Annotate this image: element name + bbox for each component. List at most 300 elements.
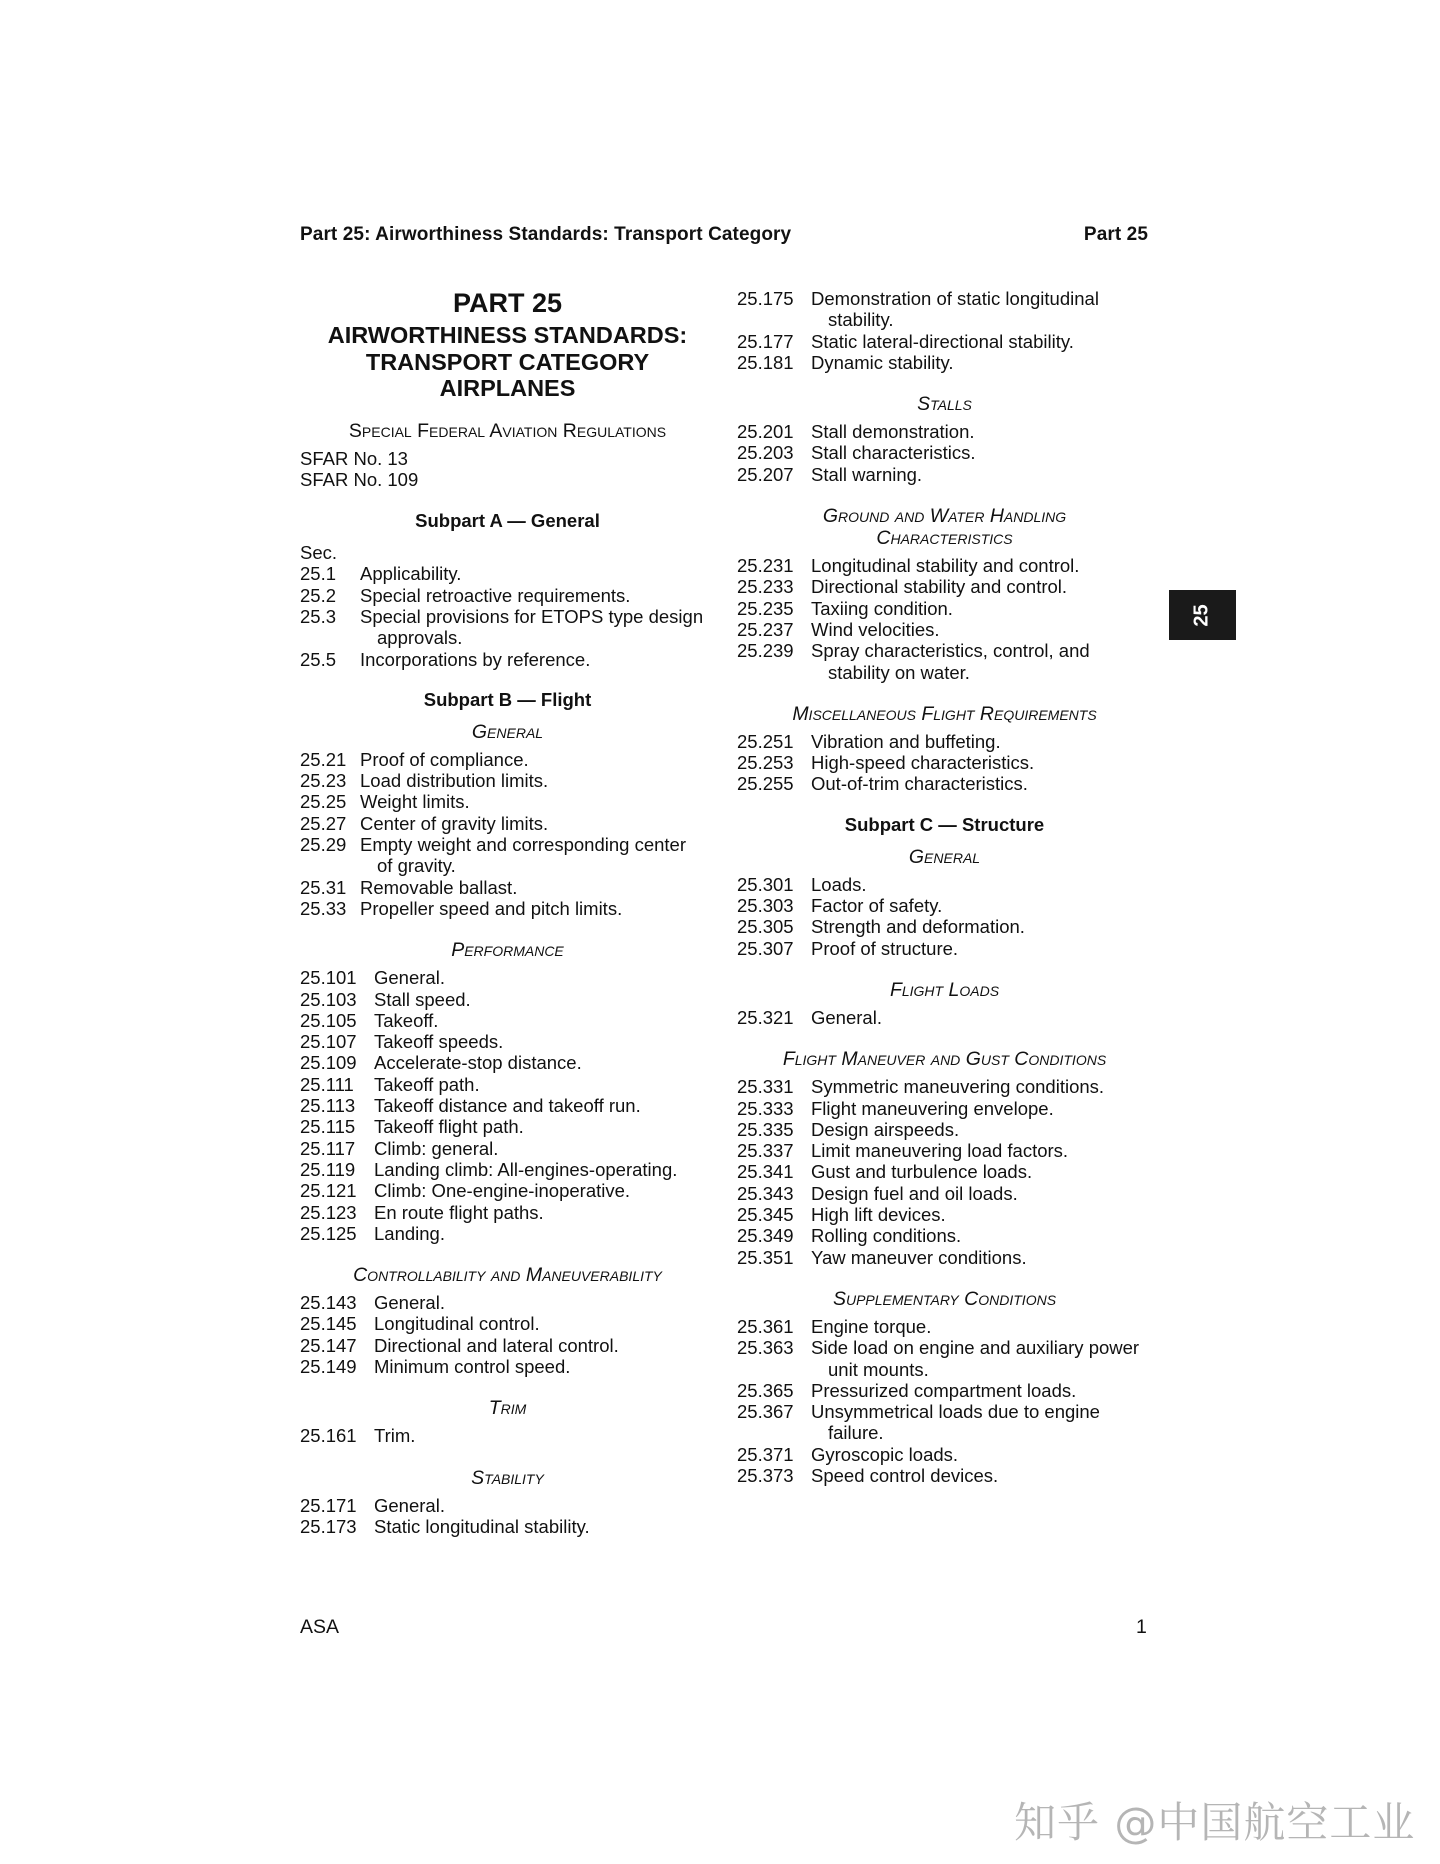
toc-entry <box>737 1380 1152 1401</box>
section-number: 25.231 <box>737 555 794 577</box>
section-number: 25.33 <box>300 897 347 919</box>
toc-entry <box>737 619 1152 640</box>
section-number: 25.175 <box>737 288 794 309</box>
section-title-text: General. <box>811 1006 882 1028</box>
section-title-text: Rolling conditions. <box>811 1225 962 1247</box>
section-number: 25.335 <box>737 1118 794 1140</box>
section-number: 25.305 <box>737 916 794 938</box>
section-title-text: Removable ballast. <box>360 876 518 898</box>
section-number: 25.147 <box>300 1334 357 1356</box>
section-title-text: Pressurized compartment loads. <box>811 1379 1077 1401</box>
section-title-text: Design fuel and oil loads. <box>811 1182 1018 1204</box>
section-number: 25.237 <box>737 618 794 640</box>
section-heading-flight-loads: Flight Loads <box>889 978 1000 1001</box>
section-number: 25.333 <box>737 1097 794 1119</box>
section-heading-general-c: General <box>908 845 981 868</box>
section-number: 25.233 <box>737 576 794 598</box>
controllability-list <box>300 1292 715 1377</box>
section-title-text: Engine torque. <box>811 1315 932 1337</box>
toc-entry <box>300 1425 715 1446</box>
section-number: 25.23 <box>300 770 347 792</box>
toc-entry <box>300 1052 715 1073</box>
ground-water-list <box>737 555 1152 683</box>
section-number: 25.143 <box>300 1292 357 1314</box>
section-number: 25.253 <box>737 752 794 774</box>
section-title <box>811 1140 1152 1161</box>
section-title <box>811 598 1152 619</box>
section-title <box>374 989 715 1010</box>
section-title <box>360 813 715 834</box>
part-tab-marker <box>1169 590 1236 640</box>
section-title <box>360 749 715 770</box>
section-title-text: Stall characteristics. <box>811 442 976 464</box>
toc-entry <box>737 421 1152 442</box>
section-number: 25.365 <box>737 1379 794 1401</box>
section-title-text: Stall demonstration. <box>811 421 975 443</box>
section-title <box>360 770 715 791</box>
sec-label: Sec. <box>300 542 338 564</box>
toc-entry <box>300 1356 715 1377</box>
section-title <box>811 1183 1152 1204</box>
section-title-text: Symmetric maneuvering conditions. <box>811 1076 1105 1098</box>
section-title-text: Special retroactive requirements. <box>360 584 631 606</box>
section-number: 25.121 <box>300 1180 357 1202</box>
section-title-text: Proof of compliance. <box>360 748 529 770</box>
section-title-text: Directional stability and control. <box>811 576 1068 598</box>
section-title-text: Incorporations by reference. <box>360 648 591 670</box>
section-title <box>811 773 1152 794</box>
section-title-text: Longitudinal control. <box>374 1313 540 1335</box>
section-title <box>374 1180 715 1201</box>
section-heading-performance: Performance <box>451 939 564 962</box>
section-title <box>811 555 1152 576</box>
toc-entry <box>300 967 715 988</box>
section-number: 25.1 <box>300 563 337 585</box>
section-title-continuation: unit mounts. <box>828 1358 929 1380</box>
section-title-text: Propeller speed and pitch limits. <box>360 897 623 919</box>
section-title-text: General. <box>374 1292 445 1314</box>
left-column <box>300 288 715 1537</box>
section-title <box>360 834 715 877</box>
toc-entry <box>737 1161 1152 1182</box>
section-title-text: Takeoff. <box>374 1009 439 1031</box>
stability-list-right <box>737 288 1152 373</box>
section-title <box>374 1202 715 1223</box>
footer-publisher: ASA <box>300 1616 340 1638</box>
section-heading-ground-water <box>737 505 1152 549</box>
toc-entry <box>300 834 715 877</box>
section-title-text: Speed control devices. <box>811 1464 999 1486</box>
section-number: 25.371 <box>737 1443 794 1465</box>
section-title <box>811 1225 1152 1246</box>
subpart-a-list <box>300 563 715 669</box>
section-number: 25.307 <box>737 937 794 959</box>
section-title-text: High lift devices. <box>811 1204 946 1226</box>
section-title-text: General. <box>374 967 445 989</box>
toc-entry <box>300 1495 715 1516</box>
section-title-text: Unsymmetrical loads due to engine <box>811 1401 1100 1423</box>
section-title <box>811 442 1152 463</box>
toc-entry <box>300 1292 715 1313</box>
stability-list-left <box>300 1495 715 1538</box>
section-title <box>811 1247 1152 1268</box>
toc-entry <box>300 1116 715 1137</box>
toc-entry <box>300 770 715 791</box>
toc-entry <box>737 555 1152 576</box>
toc-entry <box>737 731 1152 752</box>
toc-entry <box>300 1223 715 1244</box>
toc-entry <box>300 898 715 919</box>
section-title <box>360 791 715 812</box>
section-number: 25.343 <box>737 1182 794 1204</box>
toc-entry <box>737 1337 1152 1380</box>
supplementary-list <box>737 1316 1152 1486</box>
section-title <box>811 1076 1152 1097</box>
toc-entry <box>737 895 1152 916</box>
section-number: 25.255 <box>737 773 794 795</box>
footer-page-number: 1 <box>1136 1616 1147 1638</box>
section-title <box>811 916 1152 937</box>
section-title <box>374 1356 715 1377</box>
toc-entry <box>300 1095 715 1116</box>
section-number: 25.101 <box>300 967 357 989</box>
section-heading-controllability: Controllability and Maneuverability <box>353 1264 662 1287</box>
section-number: 25.25 <box>300 791 347 813</box>
toc-entry <box>300 1313 715 1334</box>
section-title-text: Weight limits. <box>360 791 470 813</box>
subpart-b-heading: Subpart B — Flight <box>423 688 592 710</box>
section-title-text: Yaw maneuver conditions. <box>811 1246 1027 1268</box>
section-number: 25.181 <box>737 351 794 373</box>
section-title-text: Proof of structure. <box>811 937 959 959</box>
part-subtitle-line: AIRPLANES <box>439 375 576 401</box>
section-title <box>811 464 1152 485</box>
section-title <box>811 1161 1152 1182</box>
section-heading-supplementary: Supplementary Conditions <box>832 1287 1057 1310</box>
section-title-text: Stall speed. <box>374 988 471 1010</box>
section-number: 25.113 <box>300 1095 356 1117</box>
section-title-text: Climb: One-engine-inoperative. <box>374 1180 631 1202</box>
section-number: 25.171 <box>300 1494 357 1516</box>
section-title <box>360 606 715 649</box>
section-title-text: Empty weight and corresponding center <box>360 834 686 856</box>
section-number: 25.301 <box>737 873 794 895</box>
section-number: 25.109 <box>300 1052 357 1074</box>
section-title <box>374 1095 715 1116</box>
section-title <box>374 1074 715 1095</box>
section-title-text: Directional and lateral control. <box>374 1334 619 1356</box>
part-subtitle-line: TRANSPORT CATEGORY <box>365 348 650 375</box>
toc-entry <box>737 288 1152 331</box>
section-number: 25.361 <box>737 1315 794 1337</box>
section-title-text: Dynamic stability. <box>811 351 954 373</box>
running-header-title: Part 25: Airworthiness Standards: Transport Category <box>300 224 792 245</box>
toc-entry <box>737 464 1152 485</box>
toc-entry <box>300 585 715 606</box>
toc-entry <box>737 752 1152 773</box>
general-c-list <box>737 874 1152 959</box>
section-title-text: Takeoff distance and takeoff run. <box>374 1095 641 1117</box>
section-title-text: Load distribution limits. <box>360 770 549 792</box>
section-title-text: Takeoff flight path. <box>374 1116 524 1138</box>
section-title-text: Taxiing condition. <box>811 597 953 619</box>
section-title <box>811 752 1152 773</box>
section-title-text: Landing. <box>374 1222 445 1244</box>
sfar-heading: Special Federal Aviation Regulations <box>348 419 667 442</box>
section-number: 25.367 <box>737 1401 794 1423</box>
toc-entry <box>737 1119 1152 1140</box>
section-title <box>374 967 715 988</box>
section-title-continuation: of gravity. <box>377 855 456 877</box>
part-title: PART 25 <box>452 288 563 318</box>
section-title-text: Wind velocities. <box>811 618 940 640</box>
trim-list <box>300 1425 715 1446</box>
section-title-text: Stall warning. <box>811 463 923 485</box>
section-title <box>811 1007 1152 1028</box>
section-title <box>811 874 1152 895</box>
general-list <box>300 749 715 919</box>
heading-line: Characteristics <box>876 527 1013 550</box>
toc-entry <box>300 1074 715 1095</box>
section-title <box>811 1401 1152 1444</box>
toc-entry <box>737 331 1152 352</box>
section-title-text: Takeoff path. <box>374 1073 480 1095</box>
toc-entry <box>737 1140 1152 1161</box>
section-number: 25.2 <box>300 584 337 606</box>
section-number: 25.29 <box>300 834 347 856</box>
section-number: 25.119 <box>300 1158 356 1180</box>
section-title-text: Minimum control speed. <box>374 1356 571 1377</box>
section-title <box>374 1313 715 1334</box>
section-title-text: Side load on engine and auxiliary power <box>811 1337 1140 1359</box>
section-number: 25.125 <box>300 1222 357 1244</box>
section-number: 25.161 <box>300 1425 357 1447</box>
section-title-text: Landing climb: All-engines-operating. <box>374 1158 678 1180</box>
toc-entry <box>737 1225 1152 1246</box>
section-number: 25.373 <box>737 1464 794 1486</box>
right-column <box>737 288 1152 1486</box>
section-title-text: Loads. <box>811 873 867 895</box>
section-title <box>374 1159 715 1180</box>
section-title-text: Static longitudinal stability. <box>374 1515 590 1537</box>
running-header <box>300 224 1148 246</box>
section-title-text: Strength and deformation. <box>811 916 1025 938</box>
toc-entry <box>300 1159 715 1180</box>
section-number: 25.21 <box>300 748 347 770</box>
toc-entry <box>300 877 715 898</box>
toc-entry <box>737 1007 1152 1028</box>
toc-entry <box>300 813 715 834</box>
toc-entry <box>737 1401 1152 1444</box>
toc-entry <box>300 1335 715 1356</box>
section-title-text: Static lateral-directional stability. <box>811 330 1074 352</box>
section-title <box>811 1337 1152 1380</box>
toc-entry <box>300 563 715 584</box>
section-number: 25.331 <box>737 1076 794 1098</box>
section-number: 25.177 <box>737 330 794 352</box>
section-title-continuation: stability on water. <box>828 661 970 683</box>
section-title <box>374 1031 715 1052</box>
section-number: 25.363 <box>737 1337 794 1359</box>
section-number: 25.337 <box>737 1140 794 1162</box>
toc-entry <box>737 916 1152 937</box>
section-number: 25.31 <box>300 876 347 898</box>
section-title-text: Demonstration of static longitudinal <box>811 288 1099 309</box>
toc-entry <box>300 1138 715 1159</box>
maneuver-gust-list <box>737 1076 1152 1268</box>
section-number: 25.107 <box>300 1031 357 1053</box>
toc-entry <box>737 598 1152 619</box>
toc-entry <box>737 1204 1152 1225</box>
toc-entry <box>737 1465 1152 1486</box>
sfar-item: SFAR No. 13 <box>300 447 408 469</box>
section-title-continuation: approvals. <box>377 627 463 649</box>
section-number: 25.351 <box>737 1246 794 1268</box>
section-number: 25.145 <box>300 1313 357 1335</box>
section-title <box>811 731 1152 752</box>
toc-entry <box>737 1098 1152 1119</box>
toc-entry <box>300 989 715 1010</box>
toc-entry <box>737 1183 1152 1204</box>
section-title <box>374 1516 715 1537</box>
section-title-text: Applicability. <box>360 563 462 585</box>
section-heading-misc: Miscellaneous Flight Requirements <box>792 702 1097 725</box>
section-title <box>811 1465 1152 1486</box>
section-title-text: Limit maneuvering load factors. <box>811 1140 1069 1162</box>
section-heading-stalls: Stalls <box>917 393 972 416</box>
section-title-text: Longitudinal stability and control. <box>811 555 1080 577</box>
section-title <box>811 1098 1152 1119</box>
toc-entry <box>737 352 1152 373</box>
section-title <box>811 352 1152 373</box>
section-heading-general: General <box>471 720 544 743</box>
section-number: 25.149 <box>300 1356 357 1377</box>
performance-list <box>300 967 715 1244</box>
section-title-text: Gyroscopic loads. <box>811 1443 959 1465</box>
section-title-text: Trim. <box>374 1425 416 1447</box>
section-title-text: Gust and turbulence loads. <box>811 1161 1033 1183</box>
section-title <box>374 1292 715 1313</box>
section-title-continuation: stability. <box>828 309 894 331</box>
toc-entry <box>737 1444 1152 1465</box>
section-number: 25.303 <box>737 895 794 917</box>
toc-entry <box>300 1010 715 1031</box>
section-number: 25.173 <box>300 1515 357 1537</box>
section-heading-maneuver-gust: Flight Maneuver and Gust Conditions <box>782 1048 1107 1071</box>
section-number: 25.105 <box>300 1009 357 1031</box>
section-number: 25.3 <box>300 605 337 627</box>
section-title <box>811 331 1152 352</box>
toc-entry <box>300 1180 715 1201</box>
section-number: 25.349 <box>737 1225 794 1247</box>
toc-entry <box>737 576 1152 597</box>
section-title <box>374 1495 715 1516</box>
section-number: 25.27 <box>300 812 347 834</box>
section-title <box>374 1010 715 1031</box>
section-title-text: Accelerate-stop distance. <box>374 1052 582 1074</box>
section-title <box>360 649 715 670</box>
section-title-continuation: failure. <box>828 1422 884 1444</box>
stalls-list <box>737 421 1152 485</box>
section-number: 25.321 <box>737 1006 794 1028</box>
misc-list <box>737 731 1152 795</box>
section-number: 25.239 <box>737 640 794 662</box>
toc-entry <box>737 640 1152 683</box>
section-title <box>811 640 1152 683</box>
section-title-text: Vibration and buffeting. <box>811 730 1001 752</box>
section-number: 25.115 <box>300 1116 356 1138</box>
toc-entry <box>300 1202 715 1223</box>
toc-entry <box>300 1516 715 1537</box>
section-heading-stability: Stability <box>471 1466 544 1489</box>
section-title <box>811 895 1152 916</box>
section-title <box>360 563 715 584</box>
subpart-a-heading: Subpart A — General <box>415 510 600 532</box>
section-title-text: Flight maneuvering envelope. <box>811 1097 1054 1119</box>
section-number: 25.201 <box>737 421 794 443</box>
toc-entry <box>300 649 715 670</box>
section-title <box>811 1204 1152 1225</box>
section-title <box>360 898 715 919</box>
part-subtitle <box>300 322 715 402</box>
toc-entry <box>737 442 1152 463</box>
heading-line: Ground and Water Handling <box>822 505 1067 528</box>
toc-entry <box>737 773 1152 794</box>
section-title <box>374 1116 715 1137</box>
section-title <box>374 1335 715 1356</box>
section-number: 25.103 <box>300 988 357 1010</box>
section-title <box>811 1380 1152 1401</box>
toc-entry <box>737 1076 1152 1097</box>
toc-entry <box>737 1316 1152 1337</box>
toc-entry <box>737 938 1152 959</box>
section-number: 25.111 <box>300 1073 354 1095</box>
flight-loads-list <box>737 1007 1152 1028</box>
part-tab-label: 25 <box>1191 603 1213 627</box>
section-title-text: Out-of-trim characteristics. <box>811 773 1028 795</box>
toc-entry <box>300 1031 715 1052</box>
subpart-c-heading: Subpart C — Structure <box>844 813 1045 835</box>
running-header-part: Part 25 <box>1083 224 1148 245</box>
section-title-text: Spray characteristics, control, and <box>811 640 1090 662</box>
section-title <box>811 576 1152 597</box>
section-number: 25.341 <box>737 1161 794 1183</box>
section-title-text: Climb: general. <box>374 1137 499 1159</box>
toc-entry <box>737 1247 1152 1268</box>
section-number: 25.117 <box>300 1137 356 1159</box>
section-number: 25.345 <box>737 1204 794 1226</box>
section-title <box>811 1316 1152 1337</box>
section-title-text: Design airspeeds. <box>811 1118 960 1140</box>
section-title <box>811 938 1152 959</box>
section-title <box>374 1138 715 1159</box>
section-title <box>374 1223 715 1244</box>
section-title <box>374 1052 715 1073</box>
toc-entry <box>300 791 715 812</box>
watermark: 知乎 @中国航空工业 <box>1014 1798 1416 1847</box>
toc-entry <box>300 606 715 649</box>
section-number: 25.251 <box>737 730 794 752</box>
part-subtitle-line: AIRWORTHINESS STANDARDS: <box>327 322 688 348</box>
section-number: 25.235 <box>737 597 794 619</box>
section-title <box>374 1425 715 1446</box>
section-title <box>811 1444 1152 1465</box>
section-title <box>811 1119 1152 1140</box>
toc-entry <box>300 749 715 770</box>
sfar-item: SFAR No. 109 <box>300 468 419 490</box>
section-title-text: General. <box>374 1494 445 1516</box>
section-title <box>811 619 1152 640</box>
